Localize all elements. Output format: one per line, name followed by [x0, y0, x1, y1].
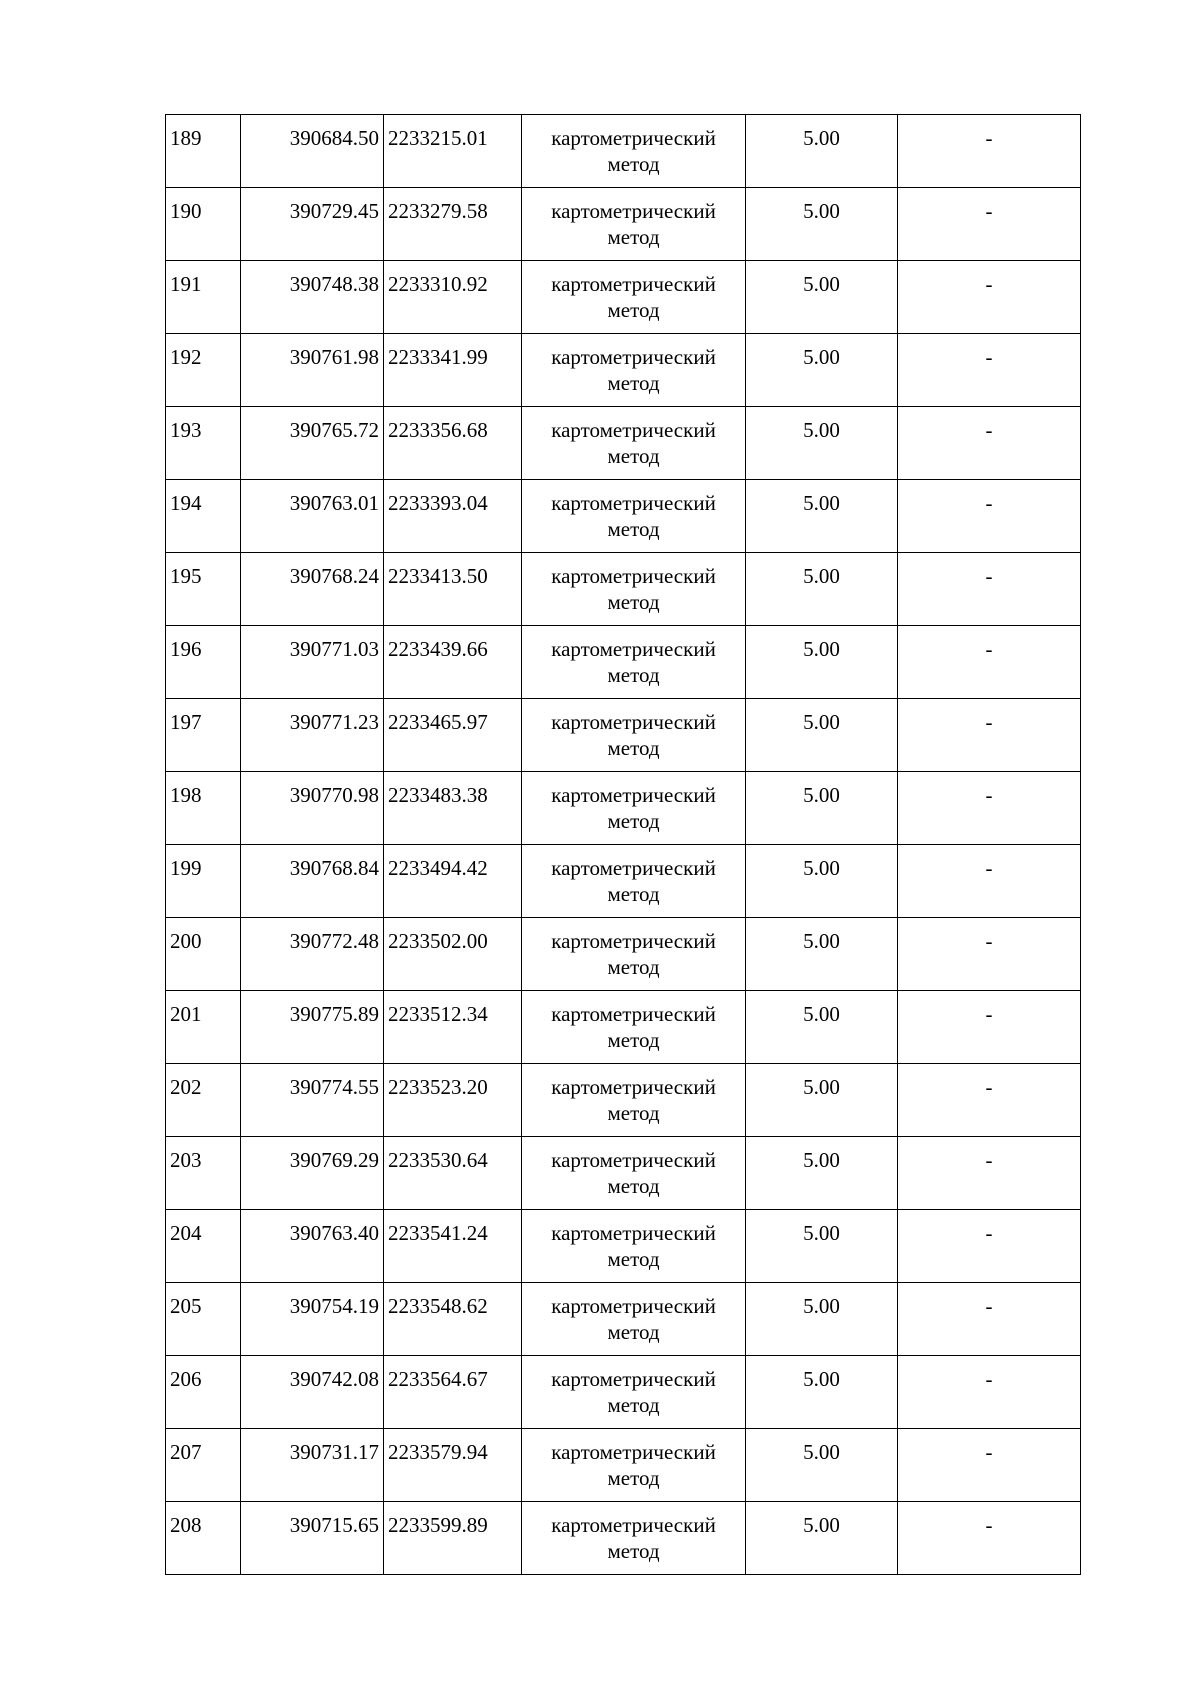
- method-cell: картометрический метод: [522, 626, 746, 699]
- table-row: [166, 626, 1081, 699]
- y-coordinate-cell: 2233523.20: [384, 1064, 522, 1137]
- method-cell: картометрический метод: [522, 845, 746, 918]
- method-cell: картометрический метод: [522, 1210, 746, 1283]
- y-coordinate-cell: 2233579.94: [384, 1429, 522, 1502]
- x-coordinate-cell: 390763.01: [241, 480, 384, 553]
- table-row: [166, 845, 1081, 918]
- y-coordinate-cell: 2233483.38: [384, 772, 522, 845]
- point-number-cell: 192: [166, 334, 241, 407]
- coordinates-table-body: [166, 115, 1081, 1575]
- accuracy-cell: 5.00: [746, 188, 898, 261]
- note-cell: -: [898, 918, 1081, 991]
- x-coordinate-cell: 390771.23: [241, 699, 384, 772]
- x-coordinate-cell: 390731.17: [241, 1429, 384, 1502]
- y-coordinate-cell: 2233530.64: [384, 1137, 522, 1210]
- table-row: [166, 1283, 1081, 1356]
- method-cell: картометрический метод: [522, 407, 746, 480]
- point-number-cell: 206: [166, 1356, 241, 1429]
- note-cell: -: [898, 334, 1081, 407]
- point-number-cell: 207: [166, 1429, 241, 1502]
- x-coordinate-cell: 390754.19: [241, 1283, 384, 1356]
- y-coordinate-cell: 2233494.42: [384, 845, 522, 918]
- y-coordinate-cell: 2233548.62: [384, 1283, 522, 1356]
- x-coordinate-cell: 390761.98: [241, 334, 384, 407]
- method-cell: картометрический метод: [522, 699, 746, 772]
- accuracy-cell: 5.00: [746, 115, 898, 188]
- x-coordinate-cell: 390715.65: [241, 1502, 384, 1575]
- accuracy-cell: 5.00: [746, 1137, 898, 1210]
- accuracy-cell: 5.00: [746, 261, 898, 334]
- point-number-cell: 199: [166, 845, 241, 918]
- table-row: [166, 480, 1081, 553]
- table-row: [166, 1210, 1081, 1283]
- y-coordinate-cell: 2233393.04: [384, 480, 522, 553]
- note-cell: -: [898, 1429, 1081, 1502]
- table-row: [166, 772, 1081, 845]
- method-cell: картометрический метод: [522, 334, 746, 407]
- point-number-cell: 190: [166, 188, 241, 261]
- y-coordinate-cell: 2233310.92: [384, 261, 522, 334]
- note-cell: -: [898, 845, 1081, 918]
- point-number-cell: 198: [166, 772, 241, 845]
- x-coordinate-cell: 390765.72: [241, 407, 384, 480]
- table-row: [166, 553, 1081, 626]
- accuracy-cell: 5.00: [746, 699, 898, 772]
- note-cell: -: [898, 699, 1081, 772]
- method-cell: картометрический метод: [522, 1064, 746, 1137]
- accuracy-cell: 5.00: [746, 407, 898, 480]
- accuracy-cell: 5.00: [746, 553, 898, 626]
- x-coordinate-cell: 390775.89: [241, 991, 384, 1064]
- y-coordinate-cell: 2233215.01: [384, 115, 522, 188]
- point-number-cell: 189: [166, 115, 241, 188]
- note-cell: -: [898, 1210, 1081, 1283]
- note-cell: -: [898, 261, 1081, 334]
- y-coordinate-cell: 2233512.34: [384, 991, 522, 1064]
- accuracy-cell: 5.00: [746, 626, 898, 699]
- table-row: [166, 918, 1081, 991]
- note-cell: -: [898, 407, 1081, 480]
- note-cell: -: [898, 991, 1081, 1064]
- x-coordinate-cell: 390769.29: [241, 1137, 384, 1210]
- note-cell: -: [898, 480, 1081, 553]
- x-coordinate-cell: 390768.84: [241, 845, 384, 918]
- point-number-cell: 194: [166, 480, 241, 553]
- accuracy-cell: 5.00: [746, 1502, 898, 1575]
- y-coordinate-cell: 2233599.89: [384, 1502, 522, 1575]
- y-coordinate-cell: 2233564.67: [384, 1356, 522, 1429]
- point-number-cell: 208: [166, 1502, 241, 1575]
- x-coordinate-cell: 390774.55: [241, 1064, 384, 1137]
- point-number-cell: 196: [166, 626, 241, 699]
- x-coordinate-cell: 390772.48: [241, 918, 384, 991]
- method-cell: картометрический метод: [522, 1137, 746, 1210]
- point-number-cell: 203: [166, 1137, 241, 1210]
- method-cell: картометрический метод: [522, 553, 746, 626]
- table-row: [166, 407, 1081, 480]
- coordinates-table: [165, 114, 1081, 1575]
- method-cell: картометрический метод: [522, 480, 746, 553]
- accuracy-cell: 5.00: [746, 480, 898, 553]
- table-row: [166, 1064, 1081, 1137]
- y-coordinate-cell: 2233413.50: [384, 553, 522, 626]
- x-coordinate-cell: 390770.98: [241, 772, 384, 845]
- note-cell: -: [898, 115, 1081, 188]
- x-coordinate-cell: 390768.24: [241, 553, 384, 626]
- y-coordinate-cell: 2233356.68: [384, 407, 522, 480]
- method-cell: картометрический метод: [522, 115, 746, 188]
- method-cell: картометрический метод: [522, 1502, 746, 1575]
- note-cell: -: [898, 626, 1081, 699]
- point-number-cell: 195: [166, 553, 241, 626]
- x-coordinate-cell: 390742.08: [241, 1356, 384, 1429]
- x-coordinate-cell: 390748.38: [241, 261, 384, 334]
- accuracy-cell: 5.00: [746, 1064, 898, 1137]
- y-coordinate-cell: 2233541.24: [384, 1210, 522, 1283]
- y-coordinate-cell: 2233502.00: [384, 918, 522, 991]
- method-cell: картометрический метод: [522, 188, 746, 261]
- method-cell: картометрический метод: [522, 772, 746, 845]
- point-number-cell: 204: [166, 1210, 241, 1283]
- method-cell: картометрический метод: [522, 1429, 746, 1502]
- point-number-cell: 191: [166, 261, 241, 334]
- point-number-cell: 200: [166, 918, 241, 991]
- accuracy-cell: 5.00: [746, 1210, 898, 1283]
- y-coordinate-cell: 2233279.58: [384, 188, 522, 261]
- note-cell: -: [898, 772, 1081, 845]
- table-row: [166, 699, 1081, 772]
- accuracy-cell: 5.00: [746, 1429, 898, 1502]
- table-row: [166, 991, 1081, 1064]
- method-cell: картометрический метод: [522, 991, 746, 1064]
- y-coordinate-cell: 2233439.66: [384, 626, 522, 699]
- accuracy-cell: 5.00: [746, 334, 898, 407]
- accuracy-cell: 5.00: [746, 772, 898, 845]
- accuracy-cell: 5.00: [746, 1283, 898, 1356]
- x-coordinate-cell: 390771.03: [241, 626, 384, 699]
- method-cell: картометрический метод: [522, 918, 746, 991]
- x-coordinate-cell: 390763.40: [241, 1210, 384, 1283]
- accuracy-cell: 5.00: [746, 1356, 898, 1429]
- accuracy-cell: 5.00: [746, 918, 898, 991]
- point-number-cell: 197: [166, 699, 241, 772]
- note-cell: -: [898, 1356, 1081, 1429]
- note-cell: -: [898, 1064, 1081, 1137]
- table-row: [166, 1502, 1081, 1575]
- note-cell: -: [898, 1137, 1081, 1210]
- accuracy-cell: 5.00: [746, 991, 898, 1064]
- note-cell: -: [898, 1283, 1081, 1356]
- table-row: [166, 188, 1081, 261]
- method-cell: картометрический метод: [522, 261, 746, 334]
- table-row: [166, 115, 1081, 188]
- note-cell: -: [898, 188, 1081, 261]
- y-coordinate-cell: 2233341.99: [384, 334, 522, 407]
- method-cell: картометрический метод: [522, 1356, 746, 1429]
- method-cell: картометрический метод: [522, 1283, 746, 1356]
- point-number-cell: 193: [166, 407, 241, 480]
- x-coordinate-cell: 390684.50: [241, 115, 384, 188]
- table-row: [166, 1429, 1081, 1502]
- accuracy-cell: 5.00: [746, 845, 898, 918]
- table-row: [166, 1356, 1081, 1429]
- note-cell: -: [898, 553, 1081, 626]
- y-coordinate-cell: 2233465.97: [384, 699, 522, 772]
- x-coordinate-cell: 390729.45: [241, 188, 384, 261]
- point-number-cell: 205: [166, 1283, 241, 1356]
- table-row: [166, 261, 1081, 334]
- note-cell: -: [898, 1502, 1081, 1575]
- point-number-cell: 201: [166, 991, 241, 1064]
- point-number-cell: 202: [166, 1064, 241, 1137]
- table-row: [166, 1137, 1081, 1210]
- table-row: [166, 334, 1081, 407]
